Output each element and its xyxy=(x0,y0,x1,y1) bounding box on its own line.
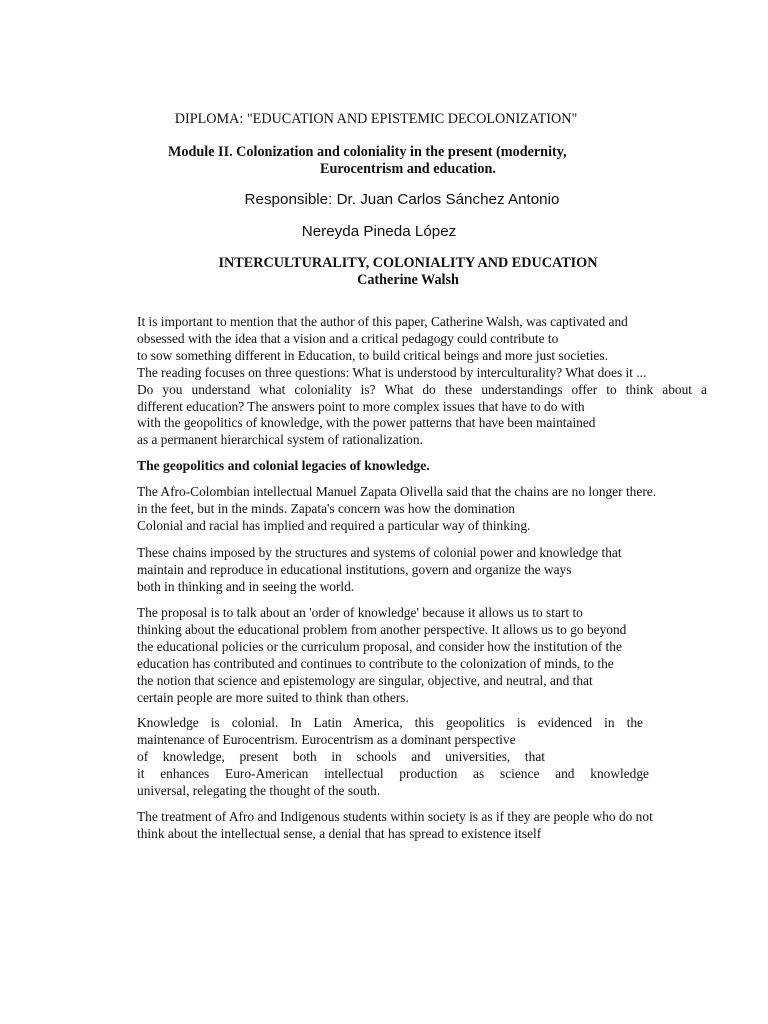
text-line: think about the intellectual sense, a denial that has spread to existence itself xyxy=(137,825,542,841)
text-line: Do you understand what coloniality is? What do these understandings offer to think about a xyxy=(137,381,707,397)
module-title-line-1: Module II. Colonization and coloniality in the present (modernity, xyxy=(168,144,567,160)
text-line: The Afro-Colombian intellectual Manuel Zapata Olivella said that the chains are no longer there. xyxy=(137,484,657,499)
paragraph-knowledge-colonial xyxy=(137,715,707,799)
paragraph-zapata xyxy=(137,484,707,535)
text-line: maintain and reproduce in educational institutions, govern and organize the ways xyxy=(137,561,572,577)
text-line: the educational policies or the curriculum proposal, and consider how the institution of the xyxy=(137,638,622,654)
text-line: it enhances Euro-American intellectual production as science and knowledge xyxy=(137,765,649,781)
text-line: These chains imposed by the structures and systems of colonial power and knowledge that xyxy=(137,545,622,560)
text-line: Knowledge is colonial. In Latin America, this geopolitics is evidenced in the xyxy=(137,715,643,730)
responsible-teacher: Responsible: Dr. Juan Carlos Sánchez Antonio xyxy=(244,191,560,208)
text-line: of knowledge, present both in schools and universities, that xyxy=(137,748,545,764)
text-line: maintenance of Eurocentrism. Eurocentrism as a dominant perspective xyxy=(137,731,516,747)
text-line: universal, relegating the thought of the south. xyxy=(137,782,381,798)
text-line: as a permanent hierarchical system of rationalization. xyxy=(137,432,423,448)
diploma-title: DIPLOMA: "EDUCATION AND EPISTEMIC DECOLONIZATION" xyxy=(174,111,578,127)
section-heading: The geopolitics and colonial legacies of knowledge. xyxy=(137,458,430,473)
paper-author: Catherine Walsh xyxy=(357,272,459,288)
student-name: Nereyda Pineda López xyxy=(301,223,457,240)
paragraph-order-of-knowledge xyxy=(137,605,707,706)
text-line: to sow something different in Education, to build critical beings and more just societies. xyxy=(137,347,608,363)
text-line: different education? The answers point to more complex issues that have to do with xyxy=(137,398,585,414)
text-line: education has contributed and continues to contribute to the colonization of minds, to the xyxy=(137,655,614,671)
text-line: thinking about the educational problem from another perspective. It allows us to go beyond xyxy=(137,621,627,637)
text-line: certain people are more suited to think than others. xyxy=(137,689,409,705)
text-line: the notion that science and epistemology are singular, objective, and neutral, and that xyxy=(137,672,593,688)
text-line: both in thinking and in seeing the world. xyxy=(137,578,355,594)
module-title-line-2: Eurocentrism and education. xyxy=(320,161,496,177)
text-line: obsessed with the idea that a vision and a critical pedagogy could contribute to xyxy=(137,330,559,346)
paragraph-treatment xyxy=(137,809,707,843)
paragraph-intro xyxy=(137,314,707,449)
text-line: Colonial and racial has implied and required a particular way of thinking. xyxy=(137,517,531,533)
text-line: It is important to mention that the author of this paper, Catherine Walsh, was captivated and xyxy=(137,314,628,329)
text-line: The proposal is to talk about an 'order of knowledge' because it allows us to start to xyxy=(137,605,583,620)
paper-title: INTERCULTURALITY, COLONIALITY AND EDUCATION xyxy=(218,255,598,271)
text-line: The treatment of Afro and Indigenous students within society is as if they are people who do not xyxy=(137,809,653,824)
text-line: with the geopolitics of knowledge, with the power patterns that have been maintained xyxy=(137,415,596,431)
paragraph-chains xyxy=(137,545,707,596)
text-line: in the feet, but in the minds. Zapata's concern was how the domination xyxy=(137,500,515,516)
text-line: The reading focuses on three questions: What is understood by interculturality? What does it ... xyxy=(137,364,647,380)
